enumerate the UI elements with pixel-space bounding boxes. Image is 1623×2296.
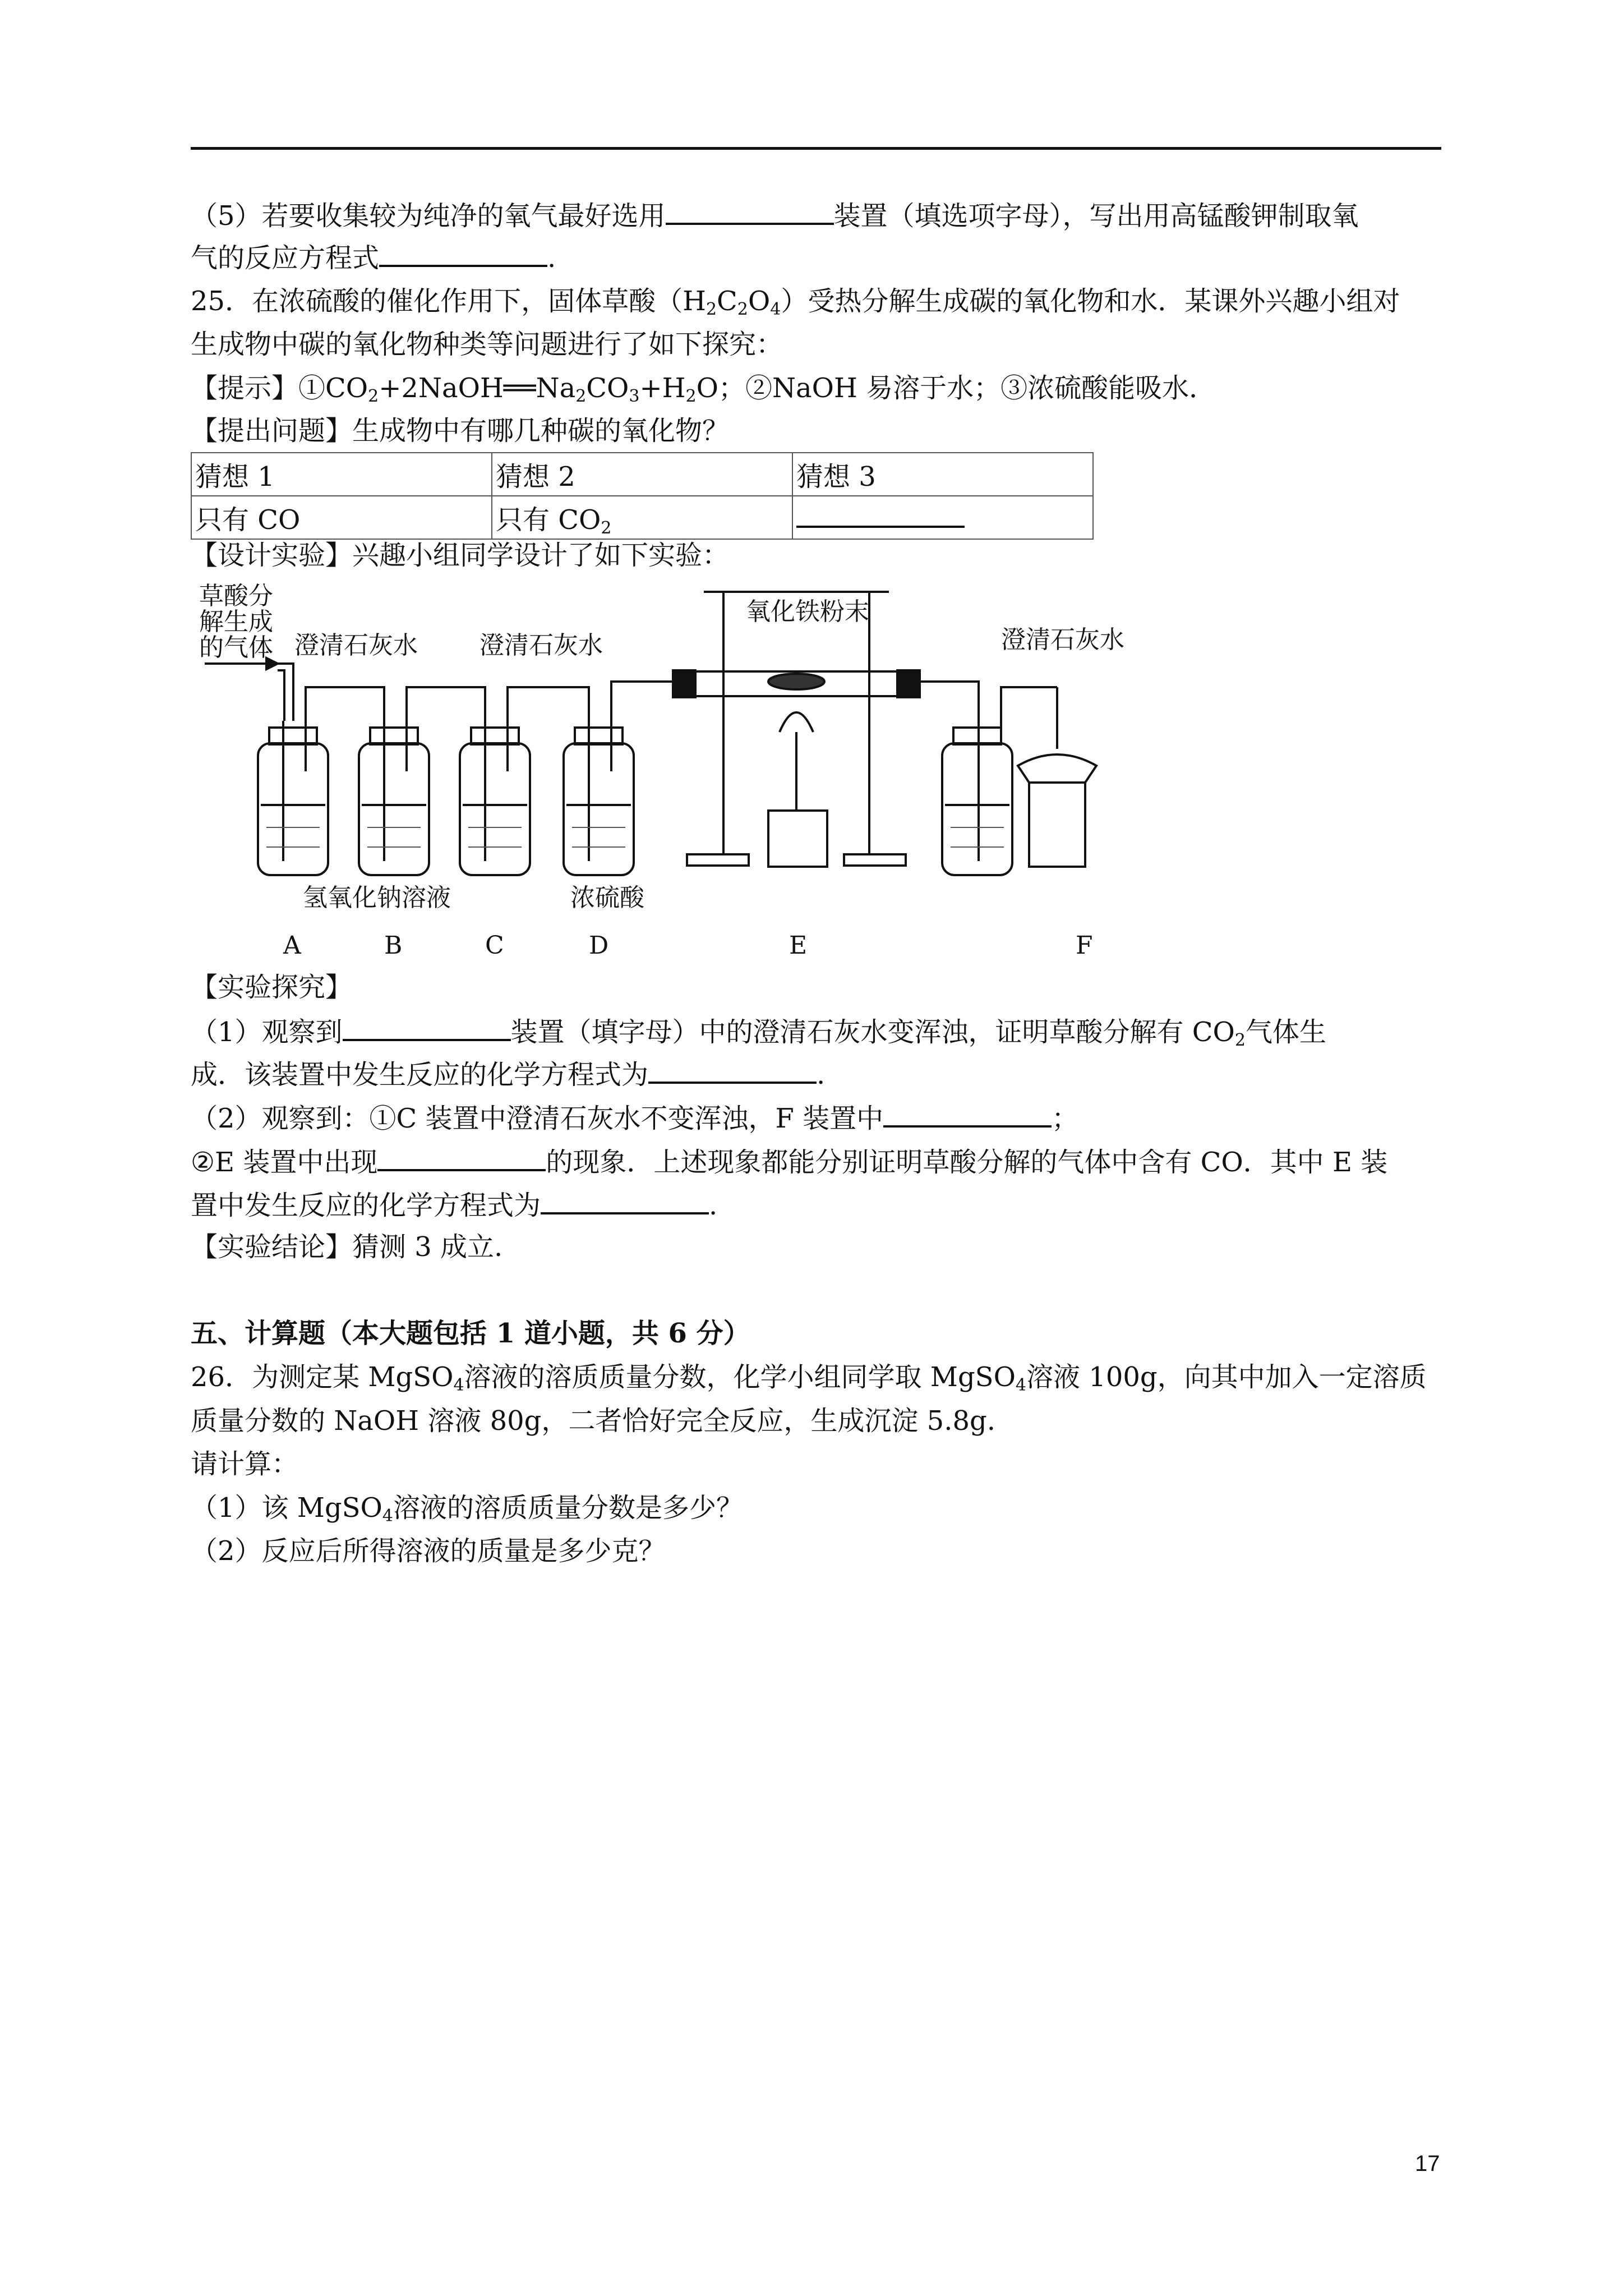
- h2so4-label: 浓硫酸: [570, 884, 644, 912]
- page-number: 17: [1415, 2151, 1440, 2176]
- answer-blank[interactable]: [541, 1188, 709, 1214]
- naoh-label: 氢氧化钠溶液: [303, 884, 451, 912]
- q5-line-2: 气的反应方程式 .: [191, 240, 556, 275]
- label-c: C: [485, 931, 504, 960]
- answer-blank[interactable]: [648, 1057, 817, 1084]
- guess-cell-1: 只有 CO: [191, 496, 492, 539]
- gas-label-2: 解生成: [199, 608, 273, 636]
- q5-line-1: （5）若要收集较为纯净的氧气最好选用 装置（填选项字母），写出用高锰酸钾制取氧: [191, 198, 1359, 233]
- bottle-a: [258, 721, 328, 875]
- q25-p1-line-2: 成．该装置中发生反应的化学方程式为 .: [191, 1057, 825, 1092]
- guess-cell-3: [792, 496, 1093, 539]
- bottle-c: [460, 721, 530, 875]
- label-f: F: [1076, 931, 1093, 960]
- limewater-label-2: 澄清石灰水: [479, 631, 603, 660]
- q25-hint: 【提示】$①CO_2+2NaOH══Na_2CO_3+H_2O$；②NaOH 易溶于水；③浓硫酸能吸水．: [191, 372, 1216, 406]
- q25-design: 【设计实验】兴趣小组同学设计了如下实验：: [191, 540, 730, 571]
- bottle-b: [359, 721, 429, 875]
- bottle-d: [564, 721, 634, 875]
- outlet-burner: [1018, 687, 1096, 867]
- apparatus-diagram: [193, 581, 1248, 962]
- q25-p2-line-1: （2）观察到：①C 装置中澄清石灰水不变浑浊，F 装置中 ；: [191, 1101, 1078, 1135]
- gas-label-1: 草酸分: [199, 582, 273, 610]
- iron-oxide-label: 氧化铁粉末: [746, 597, 869, 626]
- section-5-title: 五、计算题（本大题包括 1 道小题，共 6 分）: [191, 1318, 750, 1349]
- answer-blank[interactable]: [379, 240, 547, 267]
- q26-line-3: 请计算：: [191, 1448, 299, 1480]
- guess-header-3: 猜想 3: [792, 453, 1093, 496]
- q25-question: 【提出问题】生成物中有哪几种碳的氧化物？: [191, 415, 730, 447]
- limewater-label-1: 澄清石灰水: [294, 631, 418, 660]
- q26-line-1: 26．为测定某 MgSO$_4$溶液的溶质质量分数，化学小组同学取 MgSO$_4$溶液 100g，向其中加入一定溶质: [191, 1361, 1427, 1395]
- q26-sub-2: （2）反应后所得溶液的质量是多少克？: [191, 1535, 666, 1567]
- answer-blank[interactable]: [883, 1101, 1052, 1128]
- guess-header-1: 猜想 1: [191, 453, 492, 496]
- label-b: B: [384, 931, 403, 960]
- guess-table: [191, 452, 1094, 540]
- q25-conclusion: 【实验结论】猜测 3 成立.: [191, 1231, 503, 1263]
- header-rule: [191, 147, 1441, 150]
- label-e: E: [789, 931, 808, 960]
- answer-blank[interactable]: [666, 198, 834, 225]
- label-d: D: [589, 931, 609, 960]
- q25-p1-line-1: （1）观察到 装置（填字母）中的澄清石灰水变浑浊，证明草酸分解有 $CO_2$气体生: [191, 1014, 1326, 1049]
- q25-intro-line-1: 25．在浓硫酸的催化作用下，固体草酸$(H_2C_2O_4)$受热分解生成碳的氧化物和水．某课外兴趣小组对: [191, 286, 1400, 319]
- gas-label-3: 的气体: [199, 633, 273, 662]
- limewater-label-3: 澄清石灰水: [1001, 625, 1124, 654]
- label-a: A: [283, 931, 301, 960]
- answer-blank[interactable]: [343, 1014, 511, 1041]
- answer-blank[interactable]: [377, 1144, 546, 1171]
- q25-p2-line-3: 置中发生反应的化学方程式为 .: [191, 1188, 717, 1222]
- guess-cell-2: 只有 $CO_2$: [492, 496, 792, 539]
- q25-intro-line-2: 生成物中碳的氧化物种类等问题进行了如下探究：: [191, 329, 783, 360]
- q25-explore: 【实验探究】: [191, 972, 353, 1003]
- q25-p2-line-2: ②E 装置中出现 的现象．上述现象都能分别证明草酸分解的气体中含有 CO．其中 E 装: [191, 1144, 1387, 1179]
- q26-sub-1: （1）该 MgSO$_4$溶液的溶质质量分数是多少？: [191, 1492, 744, 1526]
- q26-line-2: 质量分数的 NaOH 溶液 80g，二者恰好完全反应，生成沉淀 5.8g.: [191, 1405, 995, 1437]
- guess-header-2: 猜想 2: [492, 453, 792, 496]
- answer-blank[interactable]: [796, 501, 965, 528]
- apparatus-e: [673, 592, 920, 867]
